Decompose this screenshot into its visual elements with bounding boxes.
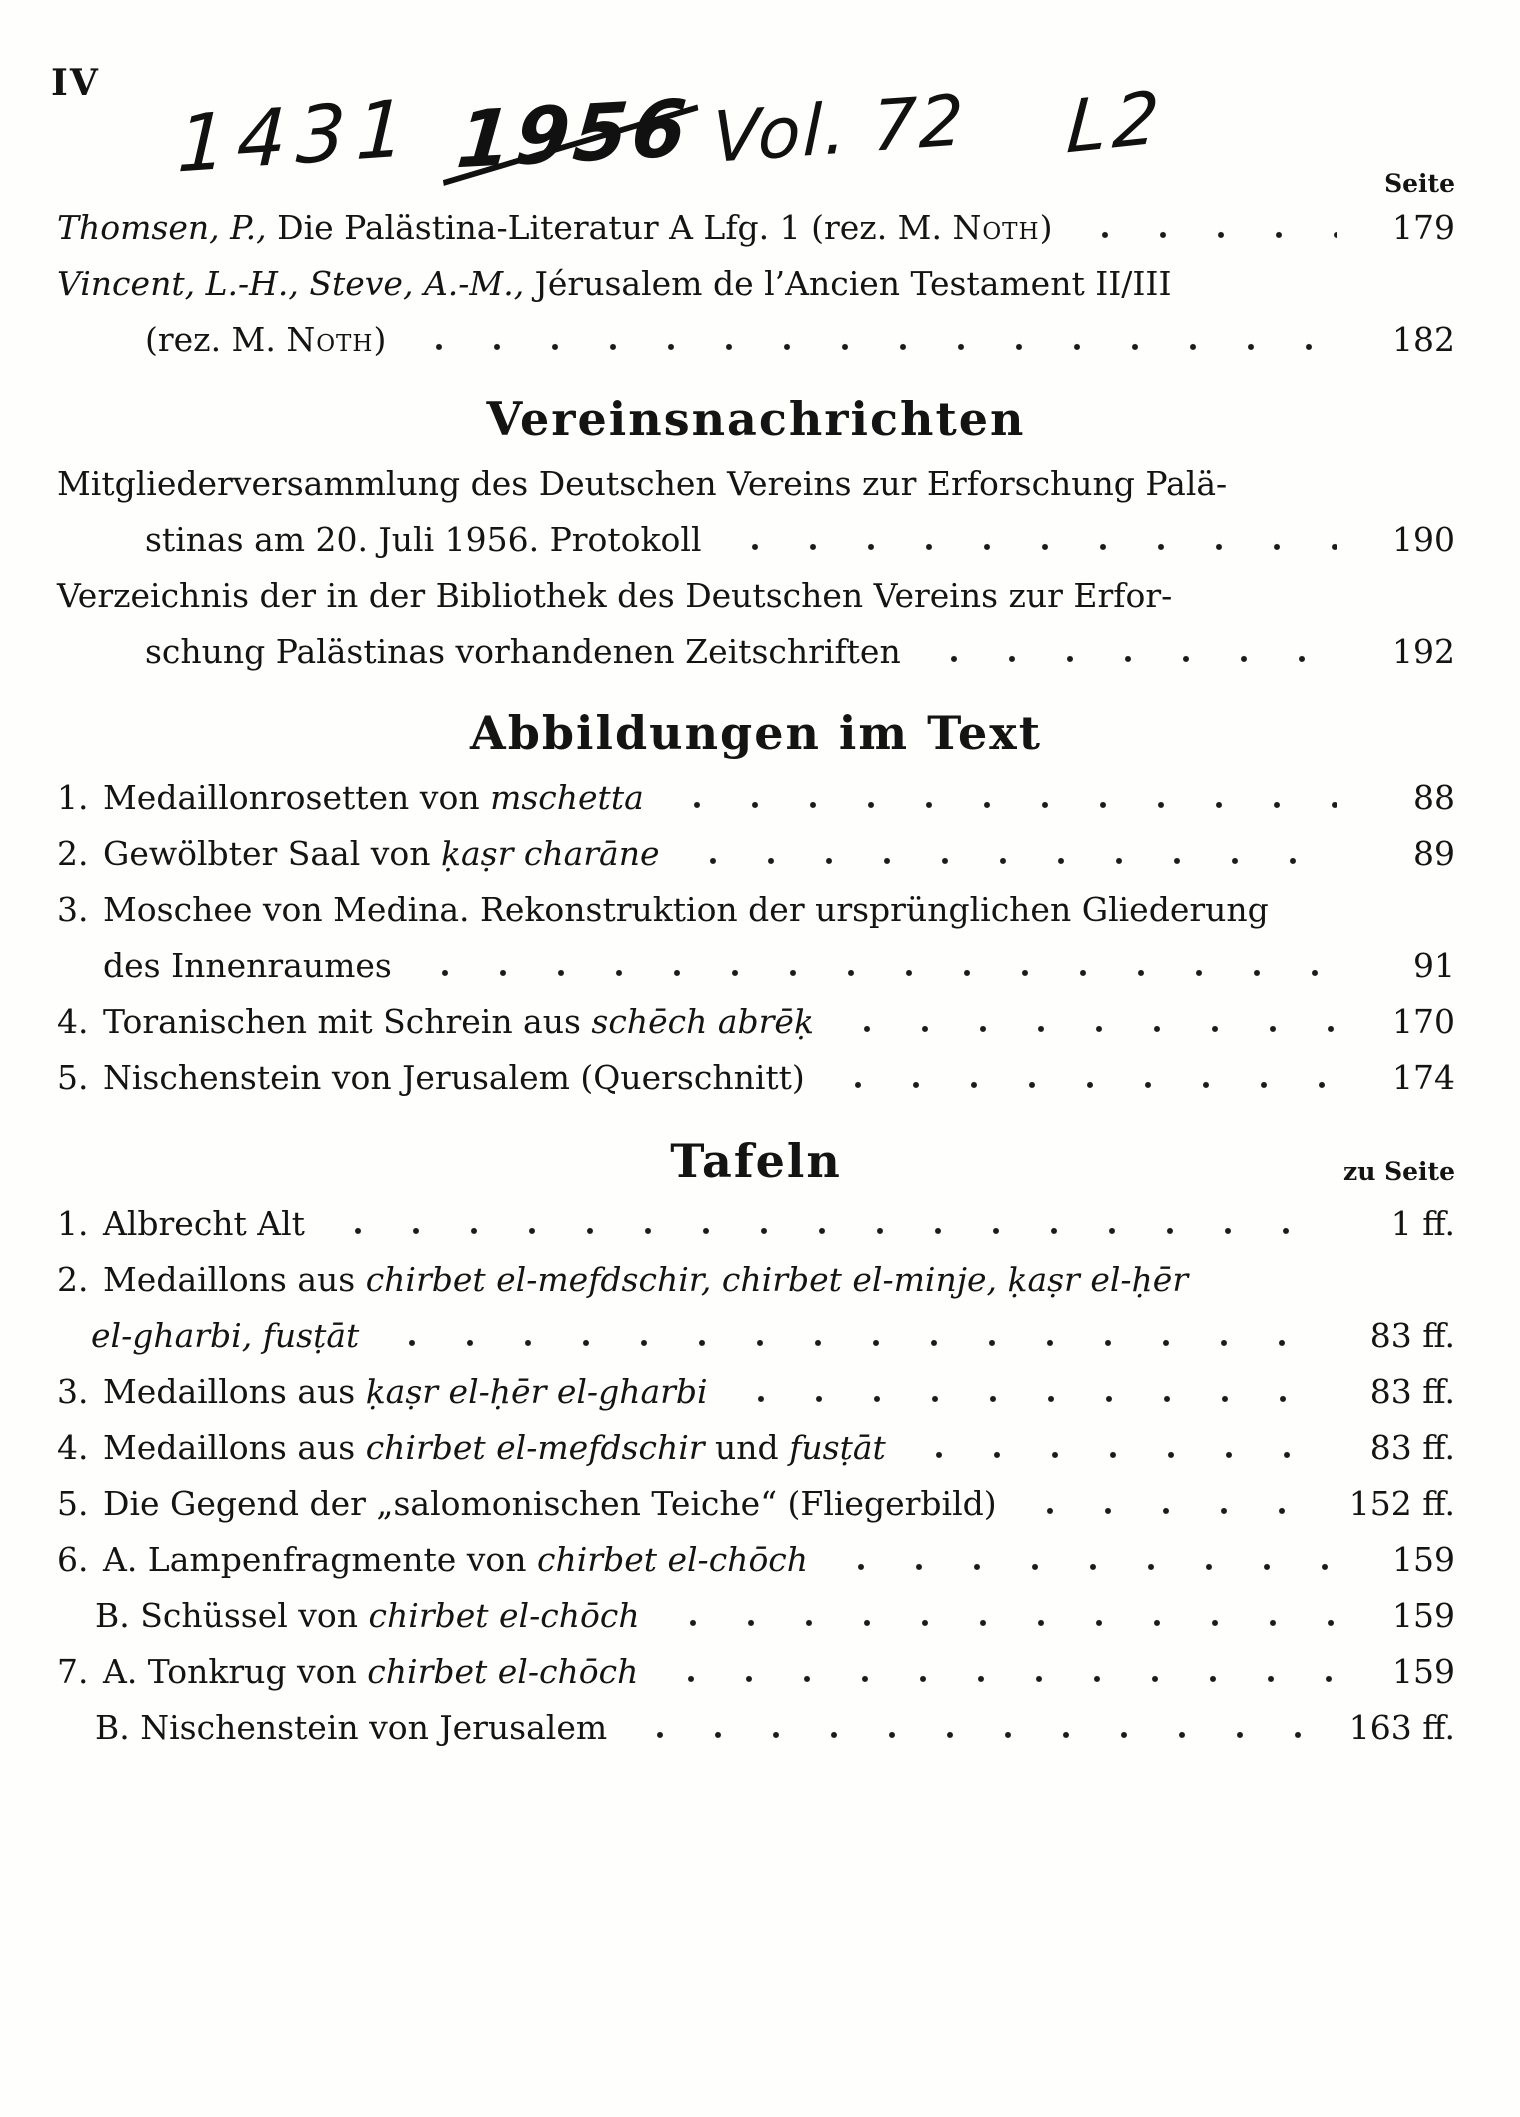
dot-leader [654, 1674, 1337, 1683]
reviewer-name: Noth [286, 320, 374, 359]
entry-number: 3. [57, 890, 89, 929]
entry-title: Medaillons aus [103, 1428, 366, 1467]
site-name: el-gharbi, fusṭāt [91, 1316, 360, 1355]
entry-title: A. Tonkrug von [103, 1652, 368, 1691]
separator [299, 264, 310, 303]
toc-entry-mitgliederversammlung-line1: Mitgliederversammlung des Deutschen Vereins zur Erforschung Palä- [57, 464, 1228, 503]
entry-text: Moschee von Medina. Rekonstruktion der ursprünglichen Gliederung [103, 890, 1269, 929]
page-number: 83 ff. [1369, 1428, 1455, 1467]
entry-number: 4. [57, 1428, 89, 1467]
entry-title: B. Schüssel von [95, 1596, 369, 1635]
dot-leader [724, 1394, 1337, 1403]
entry-text [103, 1420, 886, 1476]
page-number: 159 [1392, 1652, 1455, 1691]
section-heading-row [57, 1132, 1455, 1190]
page-number: 192 [1392, 632, 1455, 671]
entry-number: 2. [57, 834, 89, 873]
page-corner-numeral: IV [51, 62, 100, 104]
entry-text [57, 1308, 359, 1364]
entry-text [103, 1532, 808, 1588]
entry-text: des Innenraumes [103, 946, 392, 985]
section-heading-tafeln: Tafeln [670, 1134, 842, 1188]
page-number: 91 [1413, 946, 1455, 985]
toc-entry-tafel-6a [57, 1532, 1455, 1588]
toc-entry-mitgliederversammlung-line2 [57, 512, 1455, 568]
dot-leader [402, 342, 1337, 351]
toc-entry-verzeichnis-line1: Verzeichnis der in der Bibliothek des Deutschen Vereins zur Erfor- [57, 576, 1173, 615]
dot-leader [821, 1080, 1337, 1089]
toc-entry-tafel-5 [57, 1476, 1455, 1532]
dot-leader [830, 1024, 1337, 1033]
toc-entry-tafel-2-line2 [57, 1308, 1455, 1364]
entry-title: Medaillons aus [103, 1260, 366, 1299]
entry-title: Gewölbter Saal von [103, 834, 441, 873]
toc-entry-review-vincent-line2 [57, 312, 1455, 368]
entry-title: A. Lampenfragmente von [103, 1540, 537, 1579]
dot-leader [718, 542, 1337, 551]
entry-number: 7. [57, 1652, 89, 1691]
entry-text [57, 1588, 640, 1644]
site-name: chirbet el-mefdschir, chirbet el-minje, ḳaṣr el-ḥēr [365, 1260, 1189, 1299]
page-number: 89 [1413, 834, 1455, 873]
author-name: Thomsen, P., [57, 208, 267, 247]
toc-entry-tafel-4 [57, 1420, 1455, 1476]
entry-number: 4. [57, 1002, 89, 1041]
handwritten-number: 1431 [175, 83, 417, 191]
entry-title: Medaillonrosetten von [103, 778, 491, 817]
entry-text: Albrecht Alt [103, 1204, 305, 1243]
entry-text [57, 312, 386, 368]
toc-entry-abbildung-5 [57, 1050, 1455, 1106]
toc-entry-abbildung-3-line2 [57, 938, 1455, 994]
site-name: ḳaṣr charāne [441, 834, 660, 873]
site-name: chirbet el-chōch [537, 1540, 809, 1579]
entry-text [57, 200, 1052, 256]
page-number: 170 [1392, 1002, 1455, 1041]
closing-paren: ) [1039, 208, 1053, 247]
toc-entry-tafel-2-line1 [57, 1252, 1455, 1308]
page-number: 179 [1392, 208, 1455, 247]
toc-entry-review-thomsen [57, 200, 1455, 256]
site-name: mschetta [490, 778, 644, 817]
entry-text [103, 994, 814, 1050]
dot-leader [656, 1618, 1337, 1627]
entry-title: Jérusalem de l’Ancien Testament II/III [524, 264, 1172, 303]
author-name: Vincent, L.-H., [57, 264, 299, 303]
entry-number: 5. [57, 1058, 89, 1097]
section-heading-row [57, 704, 1455, 762]
toc-entry-abbildung-4 [57, 994, 1455, 1050]
dot-leader [676, 856, 1337, 865]
page-number: 1 ff. [1390, 1204, 1455, 1243]
author-name: Steve, A.-M., [309, 264, 525, 303]
handwritten-year-struck-through: 1956 [453, 83, 694, 187]
dot-leader [1068, 230, 1337, 239]
entry-text [103, 770, 644, 826]
toc-entry-tafel-7b [57, 1700, 1455, 1756]
page-number: 182 [1392, 320, 1455, 359]
entry-text: B. Nischenstein von Jerusalem [95, 1708, 608, 1747]
toc-entry-tafel-6b [57, 1588, 1455, 1644]
entry-text [103, 1364, 708, 1420]
page-number: 159 [1392, 1596, 1455, 1635]
dot-leader [321, 1226, 1337, 1235]
table-of-contents [57, 200, 1455, 1756]
site-name: chirbet el-chōch [367, 1652, 639, 1691]
page-number: 83 ff. [1369, 1372, 1455, 1411]
site-name: ḳaṣr el-ḥēr el-gharbi [365, 1372, 708, 1411]
seite-column-label: Seite [1384, 169, 1455, 198]
toc-entry-tafel-1 [57, 1196, 1455, 1252]
zu-seite-column-label: zu Seite [1343, 1157, 1455, 1186]
toc-entry-verzeichnis-line2 [57, 624, 1455, 680]
entry-number: 2. [57, 1260, 89, 1299]
toc-entry-tafel-7a [57, 1644, 1455, 1700]
connector-text: und [704, 1428, 790, 1467]
dot-leader [902, 1450, 1337, 1459]
site-name: chirbet el-chōch [368, 1596, 640, 1635]
entry-text [103, 826, 660, 882]
entry-number: 3. [57, 1372, 89, 1411]
dot-leader [917, 654, 1337, 663]
site-name: chirbet el-mefdschir [365, 1428, 705, 1467]
entry-title: Die Palästina-Literatur A Lfg. 1 (rez. M. [266, 208, 953, 247]
toc-entry-abbildung-3-line1 [57, 882, 1455, 938]
reviewer-name: Noth [952, 208, 1040, 247]
dot-leader [660, 800, 1337, 809]
section-heading-row [57, 390, 1455, 448]
entry-text: schung Palästinas vorhandenen Zeitschriften [145, 632, 901, 671]
toc-entry-abbildung-1 [57, 770, 1455, 826]
page-number: 163 ff. [1348, 1708, 1455, 1747]
entry-number: 1. [57, 1204, 89, 1243]
entry-number: 1. [57, 778, 89, 817]
page-number: 152 ff. [1348, 1484, 1455, 1523]
page-number: 88 [1413, 778, 1455, 817]
page-number: 159 [1392, 1540, 1455, 1579]
dot-leader [623, 1730, 1331, 1739]
entry-number: 6. [57, 1540, 89, 1579]
entry-text: Die Gegend der „salomonischen Teiche“ (Fliegerbild) [103, 1484, 997, 1523]
entry-title: Medaillons aus [103, 1372, 366, 1411]
page-header [51, 40, 1455, 200]
rez-open: (rez. M. [145, 320, 287, 359]
section-heading-abbildungen: Abbildungen im Text [470, 706, 1042, 760]
site-name: fusṭāt [789, 1428, 886, 1467]
closing-paren: ) [373, 320, 387, 359]
dot-leader [408, 968, 1337, 977]
page-number: 190 [1392, 520, 1455, 559]
entry-text: stinas am 20. Juli 1956. Protokoll [145, 520, 702, 559]
toc-entry-abbildung-2 [57, 826, 1455, 882]
page-number: 83 ff. [1369, 1316, 1455, 1355]
dot-leader [1013, 1506, 1331, 1515]
entry-number: 5. [57, 1484, 89, 1523]
entry-title: Toranischen mit Schrein aus [103, 1002, 592, 1041]
toc-entry-tafel-3 [57, 1364, 1455, 1420]
site-name: schēch abrēḳ [591, 1002, 814, 1041]
handwritten-volume: Vol. 72 [711, 79, 967, 179]
entry-text [103, 1644, 638, 1700]
section-heading-vereinsnachrichten: Vereinsnachrichten [486, 392, 1026, 446]
entry-text [103, 1252, 1188, 1308]
dot-leader [375, 1338, 1337, 1347]
entry-text: Nischenstein von Jerusalem (Querschnitt) [103, 1058, 805, 1097]
page-number: 174 [1392, 1058, 1455, 1097]
dot-leader [824, 1562, 1337, 1571]
handwritten-mark: L2 [1064, 74, 1168, 170]
toc-entry-review-vincent-line1 [57, 256, 1455, 312]
